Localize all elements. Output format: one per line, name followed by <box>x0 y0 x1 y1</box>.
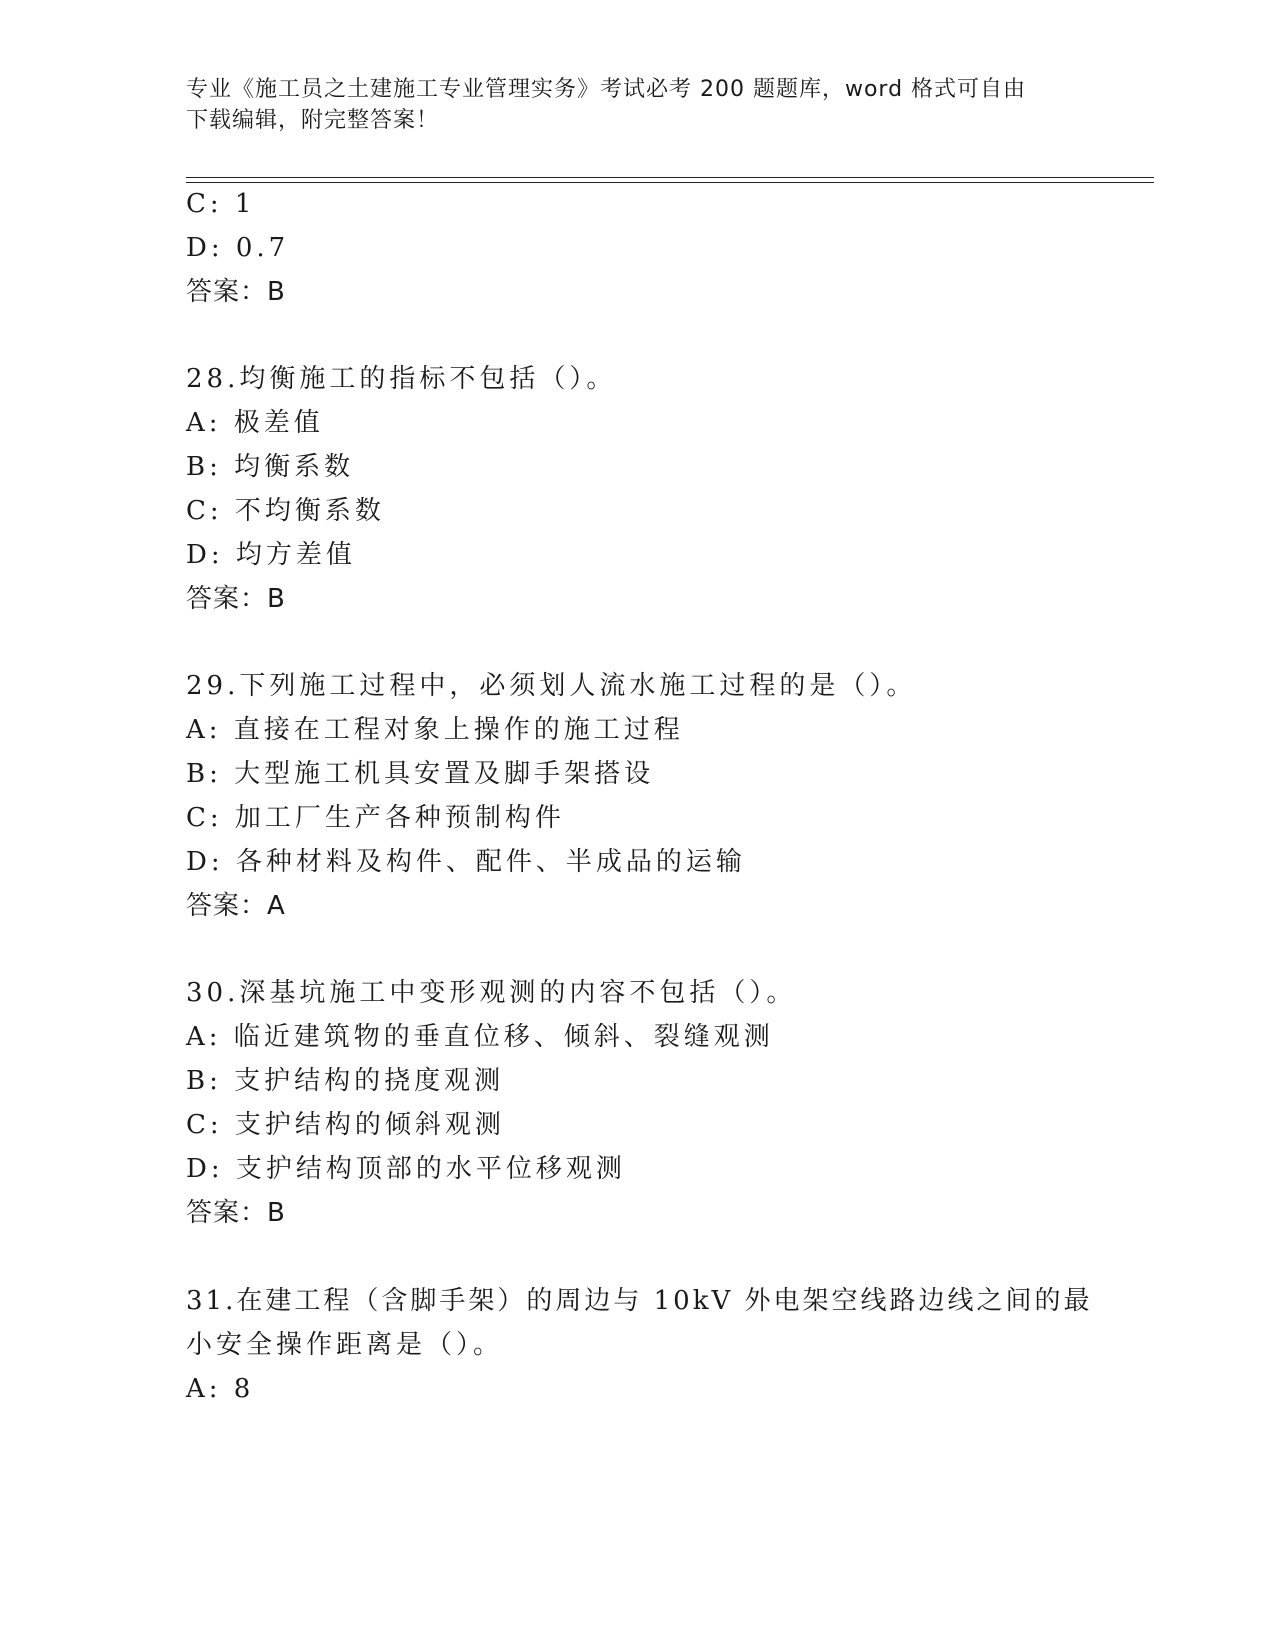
option-b: B: 均衡系数 <box>186 452 355 482</box>
option-d: D: 各种材料及构件、配件、半成品的运输 <box>186 847 746 877</box>
answer-label: 答案：A <box>186 891 286 921</box>
question-stem: 29.下列施工过程中，必须划人流水施工过程的是（）。 <box>186 671 917 701</box>
option-a: A: 8 <box>186 1374 255 1404</box>
option-c: C: 支护结构的倾斜观测 <box>186 1110 505 1140</box>
question-stem-continued: 小安全操作距离是（）。 <box>186 1330 504 1360</box>
document-header <box>186 74 1066 136</box>
header-divider-top <box>186 177 1154 178</box>
option-a: A: 直接在工程对象上操作的施工过程 <box>186 715 684 745</box>
header-line-1: 专业《施工员之土建施工专业管理实务》考试必考 200 题题库，word 格式可自由 <box>186 77 1027 102</box>
option-a: A: 极差值 <box>186 408 324 438</box>
question-stem: 31.在建工程（含脚手架）的周边与 10kV 外电架空线路边线之间的最 <box>186 1286 1093 1316</box>
header-divider-bottom <box>186 182 1154 183</box>
option-b: B: 支护结构的挠度观测 <box>186 1066 505 1096</box>
option-d: D: 支护结构顶部的水平位移观测 <box>186 1154 626 1184</box>
option-a: A: 临近建筑物的垂直位移、倾斜、裂缝观测 <box>186 1022 774 1052</box>
question-stem: 28.均衡施工的指标不包括（）。 <box>186 364 617 394</box>
question-stem: 30.深基坑施工中变形观测的内容不包括（）。 <box>186 978 797 1008</box>
header-line-2: 下载编辑，附完整答案！ <box>186 108 440 133</box>
option-c: C: 1 <box>186 189 256 219</box>
option-d: D: 均方差值 <box>186 540 356 570</box>
option-d: D: 0.7 <box>186 233 290 263</box>
option-b: B: 大型施工机具安置及脚手架搭设 <box>186 759 655 789</box>
option-c: C: 不均衡系数 <box>186 496 385 526</box>
option-c: C: 加工厂生产各种预制构件 <box>186 803 565 833</box>
answer-label: 答案：B <box>186 277 286 307</box>
answer-label: 答案：B <box>186 1198 286 1228</box>
answer-label: 答案：B <box>186 584 286 614</box>
